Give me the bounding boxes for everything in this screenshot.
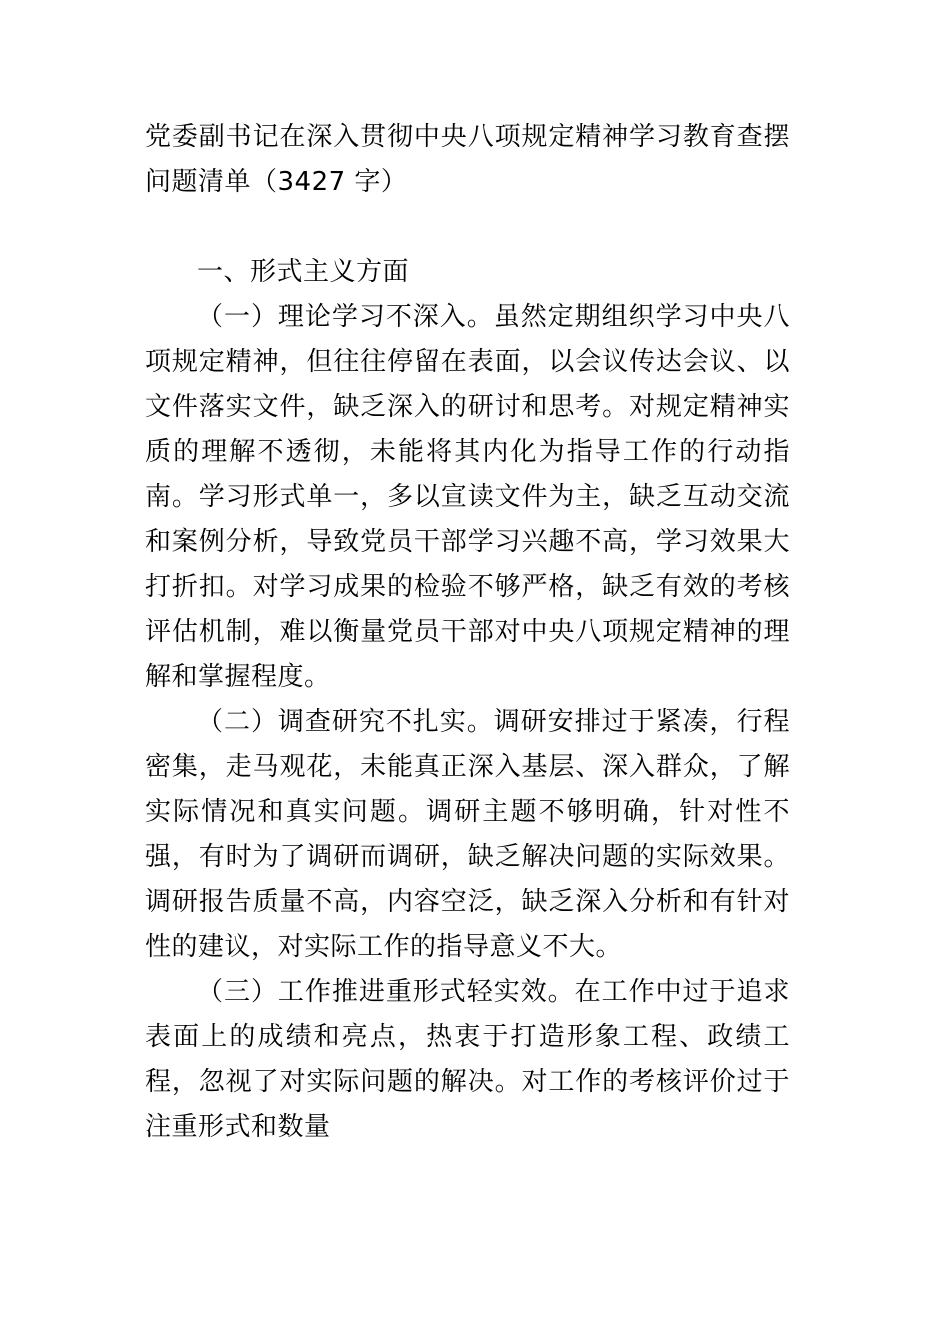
- section-heading: 一、形式主义方面: [197, 257, 410, 287]
- paragraph-1: （一）理论学习不深入。虽然定期组织学习中央八项规定精神，但往往停留在表面，以会议传达会议、以文件落实文件，缺乏深入的研讨和思考。对规定精神实质的理解不透彻，未能将其内化为指导工作的行动指南。学习形式单一，多以宣读文件为主，缺乏互动交流和案例分析，导致党员干部学习兴趣不高，学习效果大打折扣。对学习成果的检验不够严格，缺乏有效的考核评估机制，难以衡量党员干部对中央八项规定精神的理解和掌握程度。: [145, 302, 790, 692]
- paragraph-2: （二）调查研究不扎实。调研安排过于紧凑，行程密集，走马观花，未能真正深入基层、深入群众，了解实际情况和真实问题。调研主题不够明确，针对性不强，有时为了调研而调研，缺乏解决问题的实际效果。调研报告质量不高，内容空泛，缺乏深入分析和有针对性的建议，对实际工作的指导意义不大。: [145, 707, 790, 962]
- document-body: [145, 115, 790, 1150]
- document-title: 党委副书记在深入贯彻中央八项规定精神学习教育查摆问题清单（3427 字）: [145, 122, 790, 197]
- paragraph-3: （三）工作推进重形式轻实效。在工作中过于追求表面上的成绩和亮点，热衷于打造形象工程、政绩工程，忽视了对实际问题的解决。对工作的考核评价过于注重形式和数量: [145, 977, 790, 1142]
